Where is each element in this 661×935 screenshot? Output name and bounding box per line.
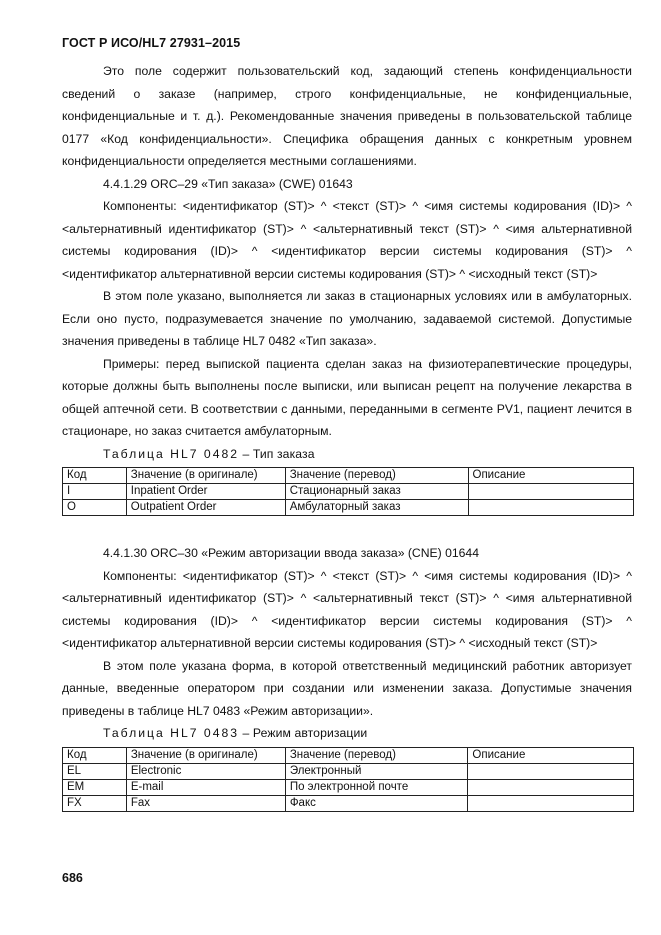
table-header-row — [63, 468, 634, 484]
table-row — [63, 763, 634, 779]
section-spacer — [62, 516, 632, 542]
table-cell — [468, 795, 634, 811]
column-header: Код — [63, 468, 127, 484]
table-cell: FX — [63, 795, 127, 811]
column-header: Значение (в оригинале) — [126, 747, 285, 763]
table-row — [63, 795, 634, 811]
column-header: Описание — [468, 747, 634, 763]
components-paragraph-orc29: Компоненты: <идентификатор (ST)> ^ <текст (ST)> ^ <имя системы кодирования (ID)> ^ <альтернативный идентификатор (ST)> ^ <альтернативный текст (ST)> ^ <имя альтернативной системы кодирования (ID)> ^ <идентификатор версии системы кодирования (ST)> ^ <идентификатор альтернативной версии системы кодирования (ST)> ^ <исходный текст (ST)> — [62, 199, 632, 281]
table-caption-prefix: Таблица HL7 0482 — [103, 446, 240, 461]
table-cell: Outpatient Order — [126, 500, 285, 516]
table-caption-prefix: Таблица HL7 0483 — [103, 726, 240, 740]
table-row — [63, 779, 634, 795]
table-row — [63, 484, 634, 500]
description-paragraph-orc29: В этом поле указано, выполняется ли заказ в стационарных условиях или в амбулаторных. Если оно пусто, подразумевается значение по умолчанию, задаваемой системой. Допустимые значения приведены в таблице HL7 0482 «Тип заказа». — [62, 289, 632, 348]
column-header: Значение (перевод) — [285, 747, 468, 763]
table-cell: Стационарный заказ — [285, 484, 468, 500]
table-cell: Inpatient Order — [126, 484, 285, 500]
table-cell — [468, 500, 634, 516]
examples-paragraph-orc29: Примеры: перед выпиской пациента сделан заказ на физиотерапевтические процедуры, которые должны быть выполнены после выписки, или выписан рецепт на получение лекарства в общей аптечной сети. В соответствии с данными, переданными в сегменте PV1, пациент лечится в стационаре, но заказ считается амбулаторным. — [62, 356, 632, 438]
table-header-row — [63, 747, 634, 763]
section-heading-orc30: 4.4.1.30 ORC–30 «Режим авторизации ввода заказа» (CNE) 01644 — [103, 546, 479, 560]
page-number: 686 — [62, 871, 83, 885]
column-header: Значение (в оригинале) — [126, 468, 285, 484]
table-cell: Fax — [126, 795, 285, 811]
document-page — [62, 36, 632, 812]
table-caption-0483 — [103, 722, 632, 745]
table-cell: EM — [63, 779, 127, 795]
table-0482 — [62, 467, 634, 516]
description-paragraph-orc30: В этом поле указана форма, в которой ответственный медицинский работник авторизует данные, введенные оператором при создании или изменении заказа. Допустимые значения приведены в таблице HL7 0483 «Режим авторизации». — [62, 658, 632, 718]
table-caption-title: – Тип заказа — [242, 446, 315, 461]
table-cell: Электронный — [285, 763, 468, 779]
column-header: Описание — [468, 468, 634, 484]
column-header: Код — [63, 747, 127, 763]
table-cell — [468, 484, 634, 500]
section-heading-orc29: 4.4.1.29 ORC–29 «Тип заказа» (CWE) 01643 — [103, 176, 353, 191]
table-cell: EL — [63, 763, 127, 779]
table-cell: Амбулаторный заказ — [285, 500, 468, 516]
table-0483 — [62, 747, 634, 812]
document-header: ГОСТ Р ИСО/HL7 27931–2015 — [62, 36, 241, 50]
table-cell — [468, 779, 634, 795]
components-paragraph-orc30: Компоненты: <идентификатор (ST)> ^ <текст (ST)> ^ <имя системы кодирования (ID)> ^ <альтернативный идентификатор (ST)> ^ <альтернативный текст (ST)> ^ <имя альтернативной системы кодирования (ID)> ^ <идентификатор версии системы кодирования (ST)> ^ <идентификатор альтернативной версии системы кодирования (ST)> ^ <исходный текст (ST)> — [62, 568, 632, 650]
table-caption-title: – Режим авторизации — [242, 726, 368, 740]
intro-paragraph: Это поле содержит пользовательский код, задающий степень конфиденциальности сведений о заказе (например, строго конфиденциальные, не конфиденциальные, конфиденциальные и т. д.). Рекомендованные значения приведены в пользовательской таблице 0177 «Код конфиденциальности». Специфика обращения данных с конкретным уровнем конфиденциальности определяется местными соглашениями. — [62, 64, 632, 168]
table-cell: I — [63, 484, 127, 500]
column-header: Значение (перевод) — [285, 468, 468, 484]
table-caption-0482 — [103, 443, 632, 466]
table-cell: O — [63, 500, 127, 516]
table-cell — [468, 763, 634, 779]
table-cell: Electronic — [126, 763, 285, 779]
table-cell: Факс — [285, 795, 468, 811]
table-cell: E-mail — [126, 779, 285, 795]
table-row — [63, 500, 634, 516]
table-cell: По электронной почте — [285, 779, 468, 795]
